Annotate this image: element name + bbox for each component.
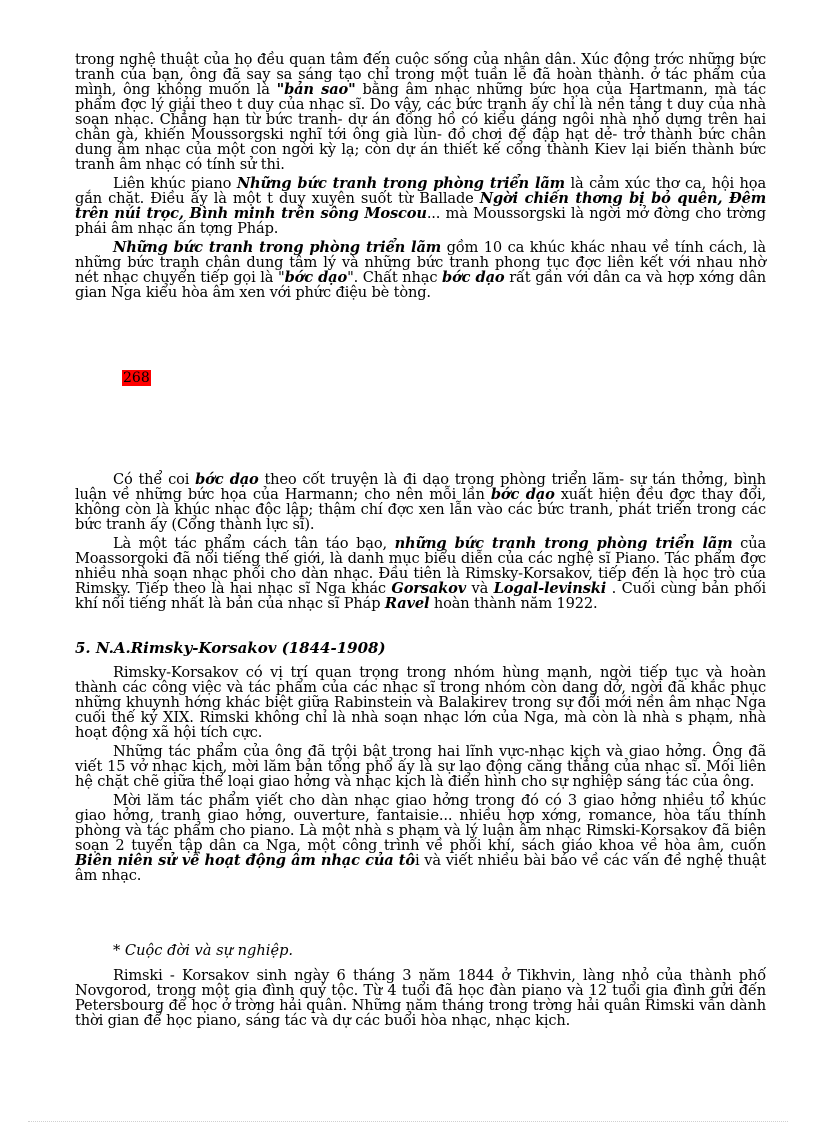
emphasis-text: những bức tranh trong phòng triển lãm: [394, 535, 733, 552]
emphasis-text: Ravel: [384, 595, 430, 612]
emphasis-text: bớc dạo: [284, 269, 348, 286]
footer-rule: [28, 1121, 788, 1122]
paragraph: Liên khúc piano Những bức tranh trong phòng triển lãm là cảm xúc thơ ca, hội họa gắn chặt. Điều ấy là một t duy xuyên suốt từ Ballade Ngời chiến thơng bị bỏ quên, Đêm trên núi trọc, Bình minh trên sông Moscou... mà Moussorgski là ngời mở đờng cho trờng phái âm nhạc ấn tợng Pháp.: [75, 175, 766, 237]
section-heading: 5. N.A.Rimsky-Korsakov (1844-1908): [75, 639, 386, 657]
emphasis-text: "bản sao": [276, 81, 356, 98]
text-block-bottom: [75, 665, 766, 883]
emphasis-text: Ngời chiến thơng bị bỏ quên, Đêm trên núi trọc, Bình minh trên sông Moscou: [75, 190, 766, 222]
emphasis-text: Những bức tranh trong phòng triển lãm: [236, 175, 565, 192]
emphasis-text: Gorsakov: [391, 580, 467, 597]
paragraph: Những tác phẩm của ông đã trội bật trong hai lĩnh vực-nhạc kịch và giao hởng. Ông đã viết 15 vở nhạc kịch, mời lăm bản tổng phổ ấy là sự lao động căng thẳng của nhạc sĩ. Mối liên hệ chặt chẽ giữa thể loại giao hởng và nhạc kịch là điển hình cho sự nghiệp sáng tác của ông.: [75, 743, 766, 790]
paragraph: Có thể coi bớc dạo theo cốt truyện là đi dạo trong phòng triển lãm- sự tán thởng, bình luận về những bức họa của Harmann; cho nên mỗi lần bớc dạo xuất hiện đều đợc thay đổi, không còn là khúc nhạc độc lập; thậm chí đợc xen lẫn vào các bức tranh, phát triển trong các bức tranh ấy (Cổng thành lực sĩ).: [75, 471, 767, 533]
emphasis-text: Biên niên sử về hoạt động âm nhạc của tô: [75, 852, 415, 869]
paragraph: trong nghệ thuật của họ đều quan tâm đến cuộc sống của nhân dân. Xúc động trớc những bức tranh của bạn, ông đã say sa sáng tạo chỉ trong một tuần lễ đã hoàn thành. ở tác phẩm của mình, ông không muốn là "bản sao" bằng âm nhạc những bức họa của Hartmann, mà tác phẩm đợc lý giải theo t duy của nhạc sĩ. Do vậy, các bức tranh ấy chỉ là nền tảng t duy của nhà soạn nhạc. Chẳng hạn từ bức tranh- dự án đồng hồ có kiểu dáng ngôi nhà nhỏ dựng trên hai chân gà, khiến Moussorgski nghĩ tới ông già lùn- đồ chơi để đập hạt dẻ- trở thành bức chân dung âm nhạc của một con ngời kỳ lạ; còn dự án thiết kế cổng thành Kiev lại biến thành bức tranh âm nhạc có tính sử thi.: [75, 51, 766, 173]
paragraph: Rimski - Korsakov sinh ngày 6 tháng 3 năm 1844 ở Tikhvin, làng nhỏ của thành phố Novgorod, trong một gia đình quý tộc. Từ 4 tuổi đã học đàn piano và 12 tuổi gia đình gửi đến Petersbourg để học ở trờng hải quân. Những năm tháng trong trờng hải quân Rimski vẫn dành thời gian để học piano, sáng tác và dự các buổi hòa nhạc, nhạc kịch.: [75, 967, 766, 1029]
text-block-top: [75, 52, 766, 300]
emphasis-text: Logal-levinski: [493, 580, 607, 597]
emphasis-text: bớc dạo: [195, 471, 259, 488]
text-block-last: [75, 968, 766, 1028]
paragraph: Là một tác phẩm cách tân táo bạo, những bức tranh trong phòng triển lãm của Moassorgoki đã nổi tiếng thế giới, là danh mục biểu diễn của các nghệ sĩ Piano. Tác phẩm đợc nhiều nhà soạn nhạc phối cho dàn nhạc. Đầu tiên là Rimsky-Korsakov, tiếp đến là học trò của Rimsky. Tiếp theo là hai nhạc sĩ Nga khác Gorsakov và Logal-levinski . Cuối cùng bản phối khí nổi tiếng nhất là bản của nhạc sĩ Pháp Ravel hoàn thành năm 1922.: [75, 535, 767, 612]
emphasis-text: Những bức tranh trong phòng triển lãm: [113, 239, 442, 256]
emphasis-text: bớc dạo: [490, 486, 555, 503]
subheading: * Cuộc đời và sự nghiệp.: [113, 942, 294, 959]
text-block-middle: [75, 472, 766, 611]
paragraph: Rimsky-Korsakov có vị trí quan trọng trong nhóm hùng mạnh, ngời tiếp tục và hoàn thành các công việc và tác phẩm của các nhạc sĩ trong nhóm còn dang dở, ngời đã khắc phục những khuynh hớng khác biệt giữa Rabinstein và Balakirev trong sự đổi mới nền âm nhạc Nga cuối thế kỷ XIX. Rimski không chỉ là nhà soạn nhạc lớn của Nga, mà còn là nhà s phạm, nhà hoạt động xã hội tích cực.: [75, 664, 766, 741]
paragraph: Mời lăm tác phẩm viết cho dàn nhạc giao hởng trong đó có 3 giao hởng nhiều tổ khúc giao hởng, tranh giao hởng, ouverture, fantaisie... nhiều hợp xớng, romance, hòa tấu thính phòng và tác phẩm cho piano. Là một nhà s phạm và lý luận âm nhạc Rimski-Korsakov đã biên soạn 2 tuyển tập dân ca Nga, một công trình về phối khí, sách giáo khoa về hòa âm, cuốn Biên niên sử về hoạt động âm nhạc của tôi và viết nhiều bài báo về các vấn đề nghệ thuật âm nhạc.: [75, 792, 766, 884]
emphasis-text: bớc dạo: [442, 269, 505, 286]
page-number: 268: [123, 370, 150, 386]
paragraph: Những bức tranh trong phòng triển lãm gồm 10 ca khúc khác nhau về tính cách, là những bức tranh chân dung tâm lý và những bức tranh phong tục đợc liên kết với nhau nhờ nét nhạc chuyển tiếp gọi là "bớc dạo". Chất nhạc bớc dạo rất gần với dân ca và hợp xớng dân gian Nga kiểu hòa âm xen với phức điệu bè tòng.: [75, 239, 766, 301]
